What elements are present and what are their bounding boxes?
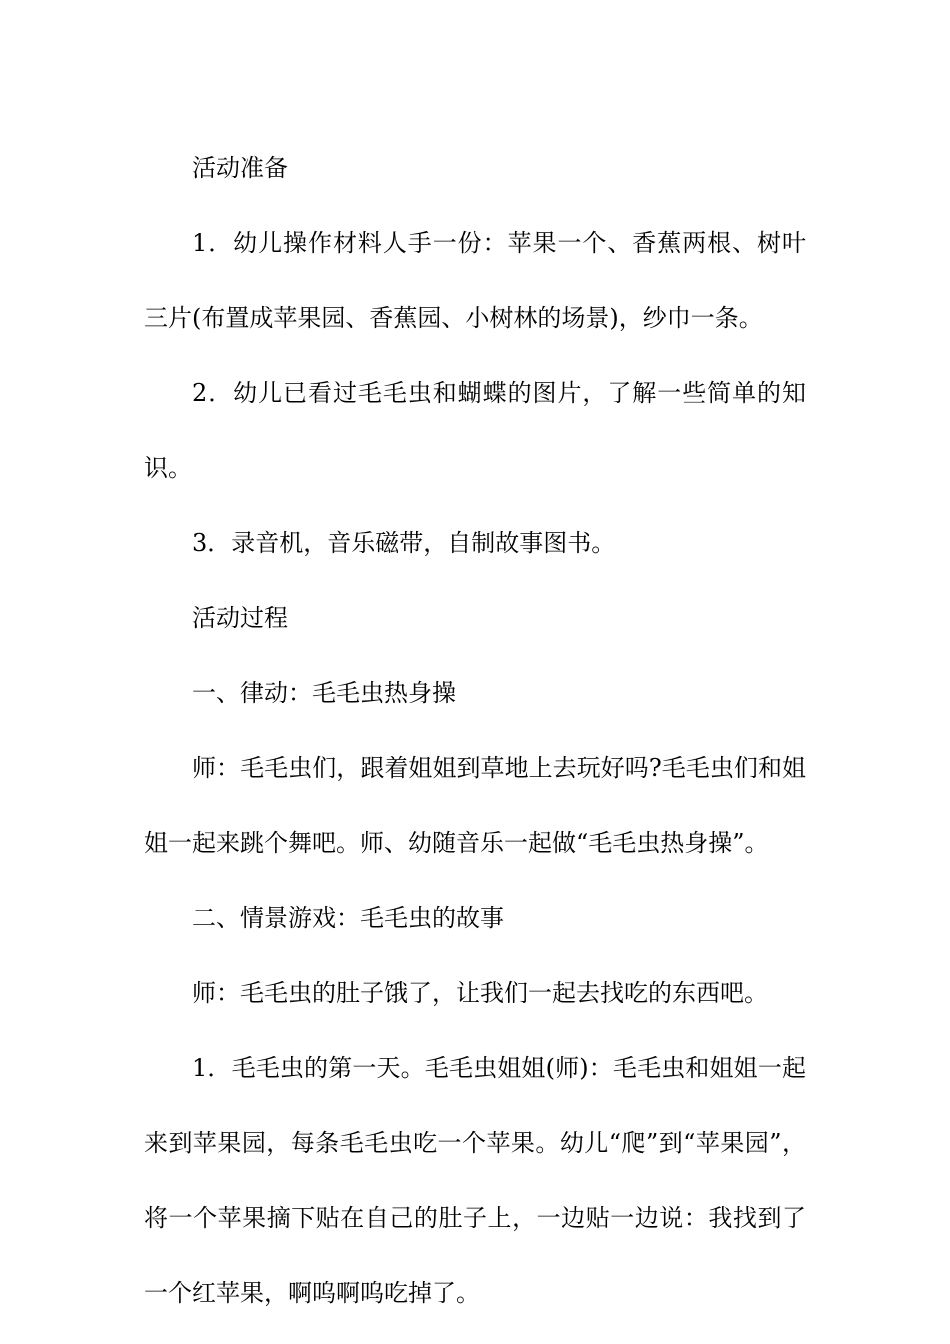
section-heading-process: 活动过程 bbox=[192, 604, 288, 632]
process-step-2-day-1: 1．毛毛虫的第一天。毛毛虫姐姐(师)：毛毛虫和姐姐一起来到苹果园，每条毛毛虫吃一个苹果。幼儿“爬”到“苹果园”，将一个苹果摘下贴在自己的肚子上，一边贴一边说：我找到了一个红苹果，啊呜啊呜吃掉了。 bbox=[144, 1054, 806, 1307]
document-body bbox=[144, 131, 806, 1331]
preparation-item-3: 3．录音机，音乐磁带，自制故事图书。 bbox=[192, 529, 616, 557]
process-step-1-heading: 一、律动：毛毛虫热身操 bbox=[192, 679, 456, 707]
process-step-2-heading: 二、情景游戏：毛毛虫的故事 bbox=[192, 904, 504, 932]
preparation-item-2: 2．幼儿已看过毛毛虫和蝴蝶的图片，了解一些简单的知识。 bbox=[144, 379, 806, 482]
section-heading-preparation: 活动准备 bbox=[192, 154, 288, 182]
process-step-2-intro: 师：毛毛虫的肚子饿了，让我们一起去找吃的东西吧。 bbox=[192, 979, 768, 1007]
process-step-1-text: 师：毛毛虫们，跟着姐姐到草地上去玩好吗?毛毛虫们和姐姐一起来跳个舞吧。师、幼随音乐一起做“毛毛虫热身操”。 bbox=[144, 754, 806, 857]
preparation-item-1: 1．幼儿操作材料人手一份：苹果一个、香蕉两根、树叶三片(布置成苹果园、香蕉园、小树林的场景)，纱巾一条。 bbox=[144, 229, 806, 332]
